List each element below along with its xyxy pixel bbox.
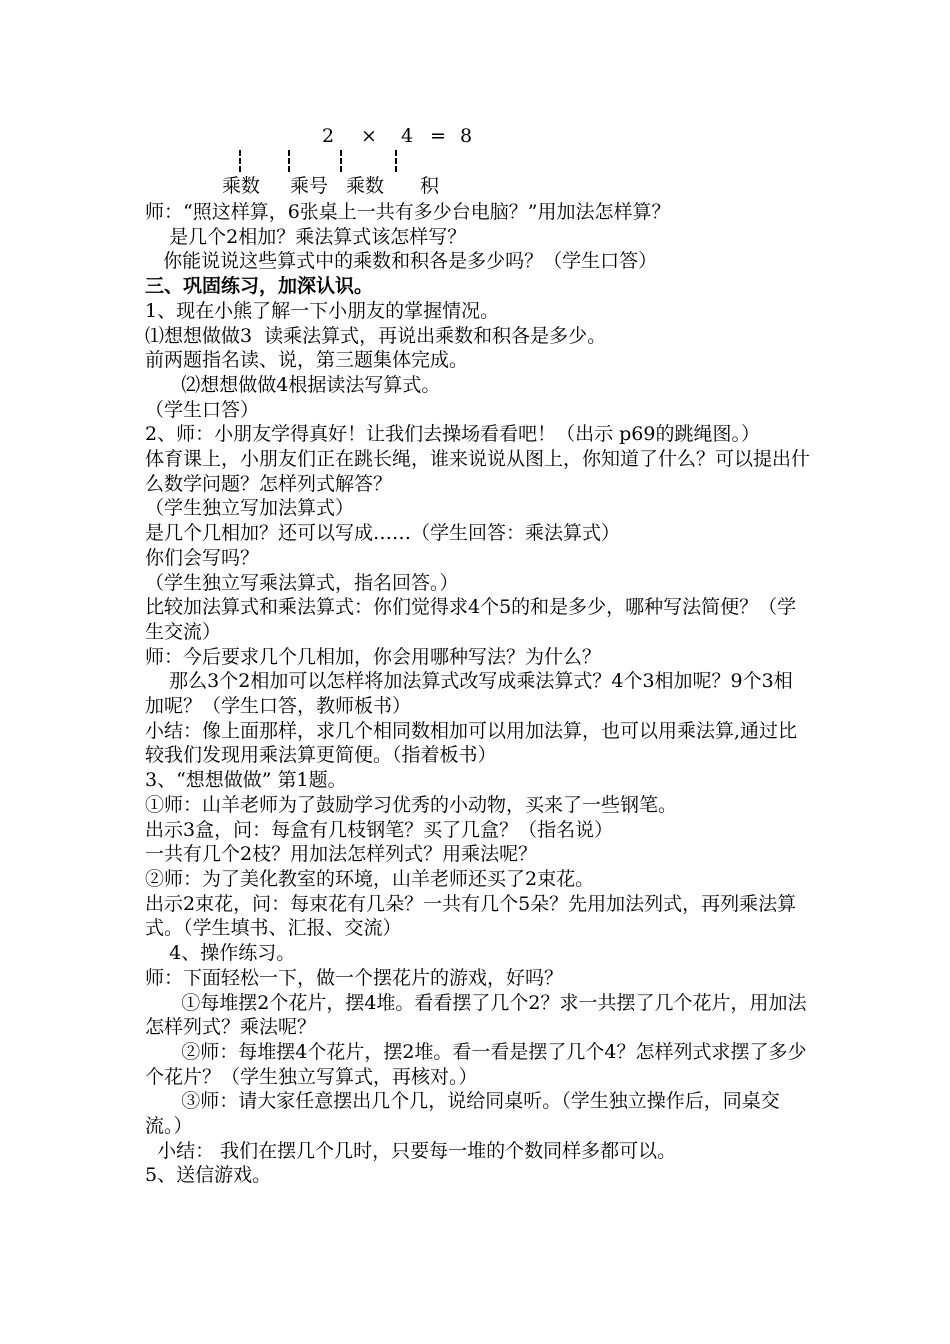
section-heading: 三、巩固练习，加深认识。 [145,275,374,298]
paragraph: 师：下面轻松一下，做一个摆花片的游戏，好吗？ [145,966,564,989]
equation-factor-1: 2 [322,125,335,147]
paragraph: 3、“想想做做” 第1题。 [145,769,347,792]
paragraph: （学生独立写乘法算式，指名回答。） [145,571,459,594]
equation-product: 8 [460,125,473,147]
lesson-text [145,200,810,1188]
paragraph: ②师：每堆摆4个花片，摆2堆。看一看是摆了几个4？怎样列式求摆了多少个花片？（学生独立写算式，再核对。） [145,1040,807,1088]
label-multiplier-1: 乘数 [222,175,261,197]
paragraph: ③师：请大家任意摆出几个几，说给同桌听。（学生独立操作后，同桌交流。） [145,1090,780,1138]
paragraph: ⑵想想做做4根据读法写算式。 [145,373,441,396]
paragraph: 师：今后要求几个几相加，你会用哪种写法？为什么？ [145,645,602,668]
paragraph: 小结： 我们在摆几个几时，只要每一堆的个数同样多都可以。 [145,1139,677,1162]
paragraph: 出示2束花，问：每束花有几朵？一共有几个5朵？先用加法列式，再列乘法算式。（学生填书、汇报、交流） [145,892,797,940]
paragraph: 你们会写吗？ [145,546,260,569]
equation-times-sign: × [361,125,377,147]
equation-equals-sign: = [430,125,446,147]
paragraph: 你能说说这些算式中的乘数和积各是多少吗？（学生口答） [145,250,658,273]
paragraph: （学生口答） [145,398,260,421]
equation-factor-2: 4 [401,125,414,147]
paragraph: 体育课上，小朋友们正在跳长绳，谁来说说从图上，你知道了什么？可以提出什么数学问题？怎样列式解答？ [145,448,811,495]
paragraph: 一共有几个2枝？用加法怎样列式？用乘法呢？ [145,843,538,866]
paragraph: ⑴想想做做3 读乘法算式，再说出乘数和积各是多少。 [145,324,607,347]
paragraph: 是几个几相加？还可以写成……（学生回答：乘法算式） [145,522,621,545]
pointer-dash-2 [288,150,290,172]
label-multiplier-2: 乘数 [346,175,385,197]
label-product: 积 [420,175,440,197]
paragraph: （学生独立写加法算式） [145,497,355,520]
paragraph: ①师：山羊老师为了鼓励学习优秀的小动物，买来了一些钢笔。 [145,793,678,816]
paragraph: 师：“照这样算，6张桌上一共有多少台电脑？”用加法怎样算？ [145,201,671,223]
pointer-dash-4 [395,150,397,172]
paragraph: 5、送信游戏。 [145,1164,272,1187]
paragraph: ①每堆摆2个花片，摆4堆。看看摆了几个2？求一共摆了几个花片，用加法怎样列式？乘法呢？ [145,991,807,1039]
paragraph: ②师：为了美化教室的环境，山羊老师还买了2束花。 [145,867,595,890]
paragraph: 比较加法算式和乘法算式：你们觉得求4个5的和是多少，哪种写法简便？（学生交流） [145,596,797,643]
pointer-dash-3 [340,150,342,172]
paragraph: 2、师：小朋友学得真好！让我们去操场看看吧！（出示 p69的跳绳图。） [145,423,760,446]
paragraph: 小结：像上面那样，求几个相同数相加可以用加法算，也可以用乘法算,通过比较我们发现用乘法算更简便。（指着板书） [145,719,798,767]
paragraph: 出示3盒，问：每盒有几枝钢笔？买了几盒？（指名说） [145,818,614,841]
paragraph: 前两题指名读、说，第三题集体完成。 [145,349,469,372]
paragraph: 是几个2相加？乘法算式该怎样写？ [145,225,467,248]
paragraph: 那么3个2相加可以怎样将加法算式改写成乘法算式？4个3相加呢？9个3相加呢？（学生口答，教师板书） [145,670,793,718]
paragraph: 4、操作练习。 [145,942,296,965]
paragraph: 1、现在小熊了解一下小朋友的掌握情况。 [145,299,500,322]
pointer-dash-1 [239,150,241,172]
label-times-sign: 乘号 [290,175,329,197]
